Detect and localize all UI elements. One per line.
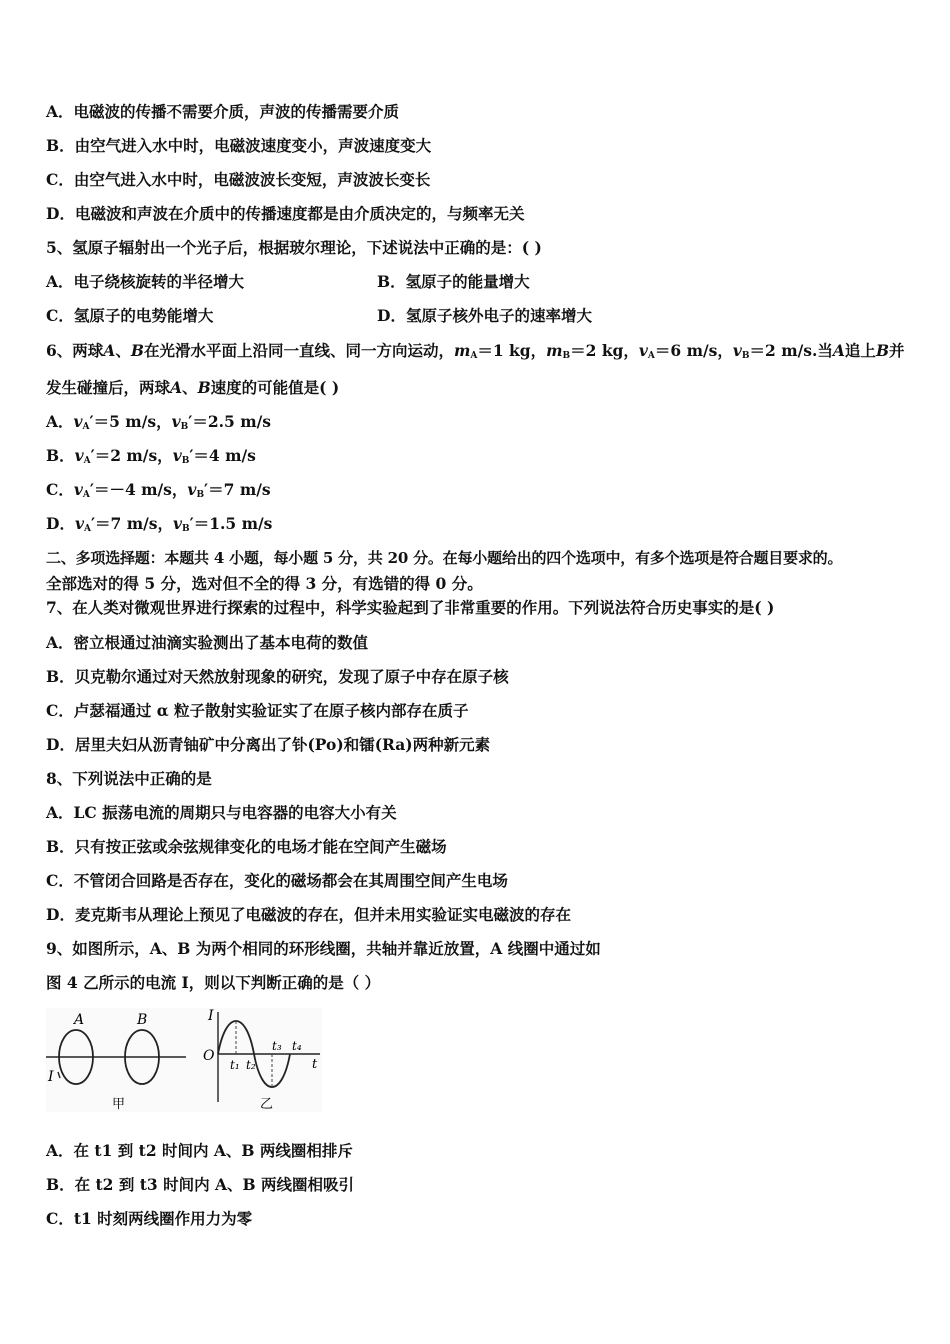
q5-option-b: B．氢原子的能量增大 — [377, 272, 530, 291]
figure-label-left: 甲 — [112, 1097, 126, 1112]
q9-stem-line1: 9、如图所示，A、B 为两个相同的环形线圈，共轴并靠近放置，A 线圈中通过如 — [46, 939, 601, 958]
figure-background — [46, 1008, 322, 1112]
q8-option-d: D．麦克斯韦从理论上预见了电磁波的存在，但并未用实验证实电磁波的存在 — [46, 905, 571, 924]
q8-stem: 8、下列说法中正确的是 — [46, 769, 212, 788]
q7-stem: 7、在人类对微观世界进行探索的过程中，科学实验起到了非常重要的作用。下列说法符合历史事实的是( ) — [46, 598, 775, 617]
q7-option-a: A．密立根通过油滴实验测出了基本电荷的数值 — [46, 633, 369, 652]
q7-option-c: C．卢瑟福通过 α 粒子散射实验证实了在原子核内部存在质子 — [46, 701, 469, 720]
coil-a-label: A — [74, 1012, 85, 1028]
q6-option-a: A．$v_A'=5$ m/s，$v_B'=2.5$ m/s — [46, 412, 271, 432]
q6-stem-line2: 发生碰撞后，两球A、B速度的可能值是( ) — [46, 378, 340, 397]
q5-option-d: D．氢原子核外电子的速率增大 — [377, 306, 592, 325]
q7-option-d: D．居里夫妇从沥青铀矿中分离出了钋(Po)和镭(Ra)两种新元素 — [46, 735, 491, 754]
t2-label: t₂ — [246, 1058, 256, 1072]
q8-option-a: A．LC 振荡电流的周期只与电容器的电容大小有关 — [46, 803, 397, 822]
q4-option-d: D．电磁波和声波在介质中的传播速度都是由介质决定的，与频率无关 — [46, 204, 525, 223]
q9-option-b: B．在 t2 到 t3 时间内 A、B 两线圈相吸引 — [46, 1175, 354, 1194]
q6-option-b: B．$v_A'=2$ m/s，$v_B'=4$ m/s — [46, 446, 256, 466]
q9-option-c: C．t1 时刻两线圈作用力为零 — [46, 1209, 253, 1228]
section2-heading-line2: 全部选对的得 5 分，选对但不全的得 3 分，有选错的得 0 分。 — [46, 574, 483, 593]
i-axis-label: I — [208, 1008, 214, 1024]
q5-stem: 5、氢原子辐射出一个光子后，根据玻尔理论，下述说法中正确的是：( ) — [46, 238, 542, 257]
q4-option-a: A．电磁波的传播不需要介质，声波的传播需要介质 — [46, 102, 400, 121]
coil-current-label: I — [48, 1069, 54, 1085]
section2-heading-line1: 二、多项选择题：本题共 4 小题，每小题 5 分，共 20 分。在每小题给出的四个选项中，有多个选项是符合题目要求的。 — [46, 549, 843, 567]
q4-option-c: C．由空气进入水中时，电磁波波长变短，声波波长变长 — [46, 170, 431, 189]
q9-figure — [46, 1008, 322, 1112]
q6-stem-line1: 6、两球A、B在光滑水平面上沿同一直线、同一方向运动，$m_A=1$ kg，$m_B=2$ kg，$v_A=6$ m/s，$v_B=2$ m/s.当A追上B并 — [46, 341, 905, 361]
t-axis-label: t — [312, 1057, 318, 1072]
q6-option-c: C．$v_A'=-4$ m/s，$v_B'=7$ m/s — [46, 480, 271, 500]
q5-option-a: A．电子绕核旋转的半径增大 — [46, 272, 245, 291]
q7-option-b: B．贝克勒尔通过对天然放射现象的研究，发现了原子中存在原子核 — [46, 667, 509, 686]
t4-label: t₄ — [292, 1039, 302, 1053]
t1-label: t₁ — [230, 1058, 240, 1072]
q8-option-b: B．只有按正弦或余弦规律变化的电场才能在空间产生磁场 — [46, 837, 447, 856]
q6-option-d: D．$v_A'=7$ m/s，$v_B'=1.5$ m/s — [46, 514, 273, 534]
coil-b-label: B — [137, 1012, 148, 1028]
q5-option-c: C．氢原子的电势能增大 — [46, 306, 214, 325]
figure-label-right: 乙 — [260, 1097, 274, 1112]
q9-option-a: A．在 t1 到 t2 时间内 A、B 两线圈相排斥 — [46, 1141, 353, 1160]
t3-label: t₃ — [272, 1039, 282, 1053]
origin-label: O — [203, 1048, 215, 1064]
q4-option-b: B．由空气进入水中时，电磁波速度变小，声波速度变大 — [46, 136, 432, 155]
q9-stem-line2: 图 4 乙所示的电流 I，则以下判断正确的是（ ） — [46, 973, 381, 992]
q8-option-c: C．不管闭合回路是否存在，变化的磁场都会在其周围空间产生电场 — [46, 871, 508, 890]
